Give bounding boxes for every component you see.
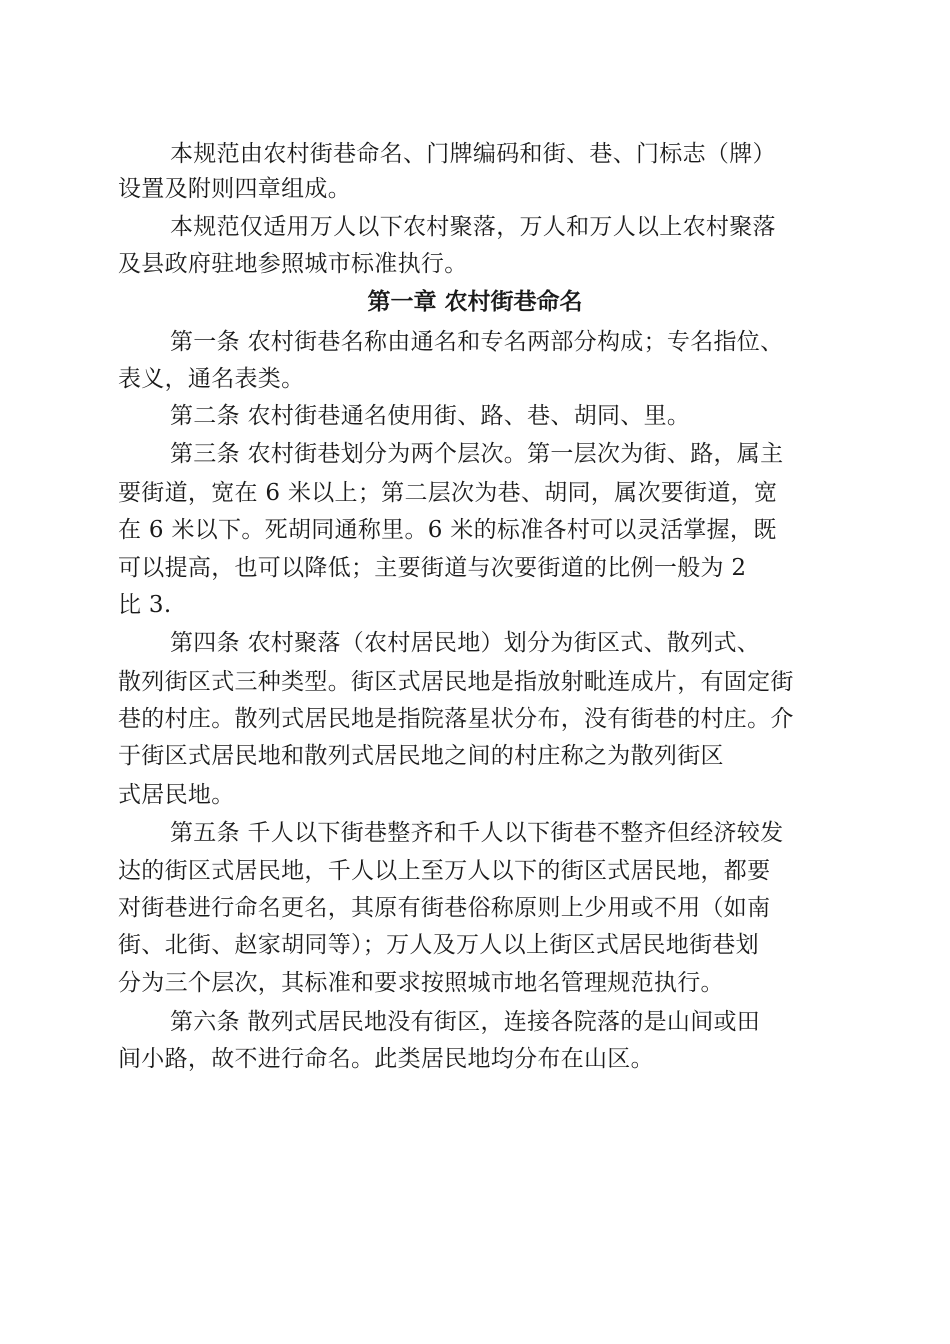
paragraph-line: 第六条 散列式居民地没有街区，连接各院落的是山间或田: [170, 1009, 761, 1035]
paragraph-line: 第三条 农村街巷划分为两个层次。第一层次为街、路，属主: [170, 441, 784, 467]
paragraph-line: 街、北街、赵家胡同等）；万人及万人以上街区式居民地街巷划: [118, 932, 759, 958]
paragraph-line: 本规范仅适用万人以下农村聚落，万人和万人以上农村聚落: [170, 214, 776, 240]
paragraph-line: 比 3.: [118, 592, 172, 618]
chapter-heading: 第一章 农村街巷命名: [367, 289, 583, 315]
paragraph-line: 间小路，故不进行命名。此类居民地均分布在山区。: [118, 1046, 654, 1072]
paragraph-line: 第二条 农村街巷通名使用街、路、巷、胡同、里。: [170, 403, 691, 429]
paragraph-line: 对街巷进行命名更名，其原有街巷俗称原则上少用或不用（如南: [118, 895, 771, 921]
paragraph-line: 第一条 农村街巷名称由通名和专名两部分构成；专名指位、: [170, 329, 784, 355]
paragraph-line: 在 6 米以下。死胡同通称里。6 米的标准各村可以灵活掌握，既: [118, 517, 777, 543]
paragraph-line: 及县政府驻地参照城市标准执行。: [118, 251, 468, 277]
paragraph-line: 于街区式居民地和散列式居民地之间的村庄称之为散列街区: [118, 743, 724, 769]
paragraph-line: 散列街区式三种类型。街区式居民地是指放射毗连成片，有固定街: [118, 669, 794, 695]
paragraph-line: 达的街区式居民地，千人以上至万人以下的街区式居民地，都要: [118, 858, 771, 884]
paragraph-line: 设置及附则四章组成。: [118, 176, 351, 202]
paragraph-line: 分为三个层次，其标准和要求按照城市地名管理规范执行。: [118, 970, 724, 996]
paragraph-line: 表义，通名表类。: [118, 366, 305, 392]
paragraph-line: 巷的村庄。散列式居民地是指院落星状分布，没有街巷的村庄。介: [118, 706, 794, 732]
paragraph-line: 本规范由农村街巷命名、门牌编码和街、巷、门标志（牌）: [170, 141, 776, 167]
paragraph-line: 第四条 农村聚落（农村居民地）划分为街区式、散列式、: [170, 630, 761, 656]
paragraph-line: 可以提高，也可以降低；主要街道与次要街道的比例一般为 2: [118, 555, 747, 581]
paragraph-line: 第五条 千人以下街巷整齐和千人以下街巷不整齐但经济较发: [170, 820, 784, 846]
paragraph-line: 要街道，宽在 6 米以上；第二层次为巷、胡同，属次要街道，宽: [118, 480, 778, 506]
paragraph-line: 式居民地。: [118, 782, 235, 808]
